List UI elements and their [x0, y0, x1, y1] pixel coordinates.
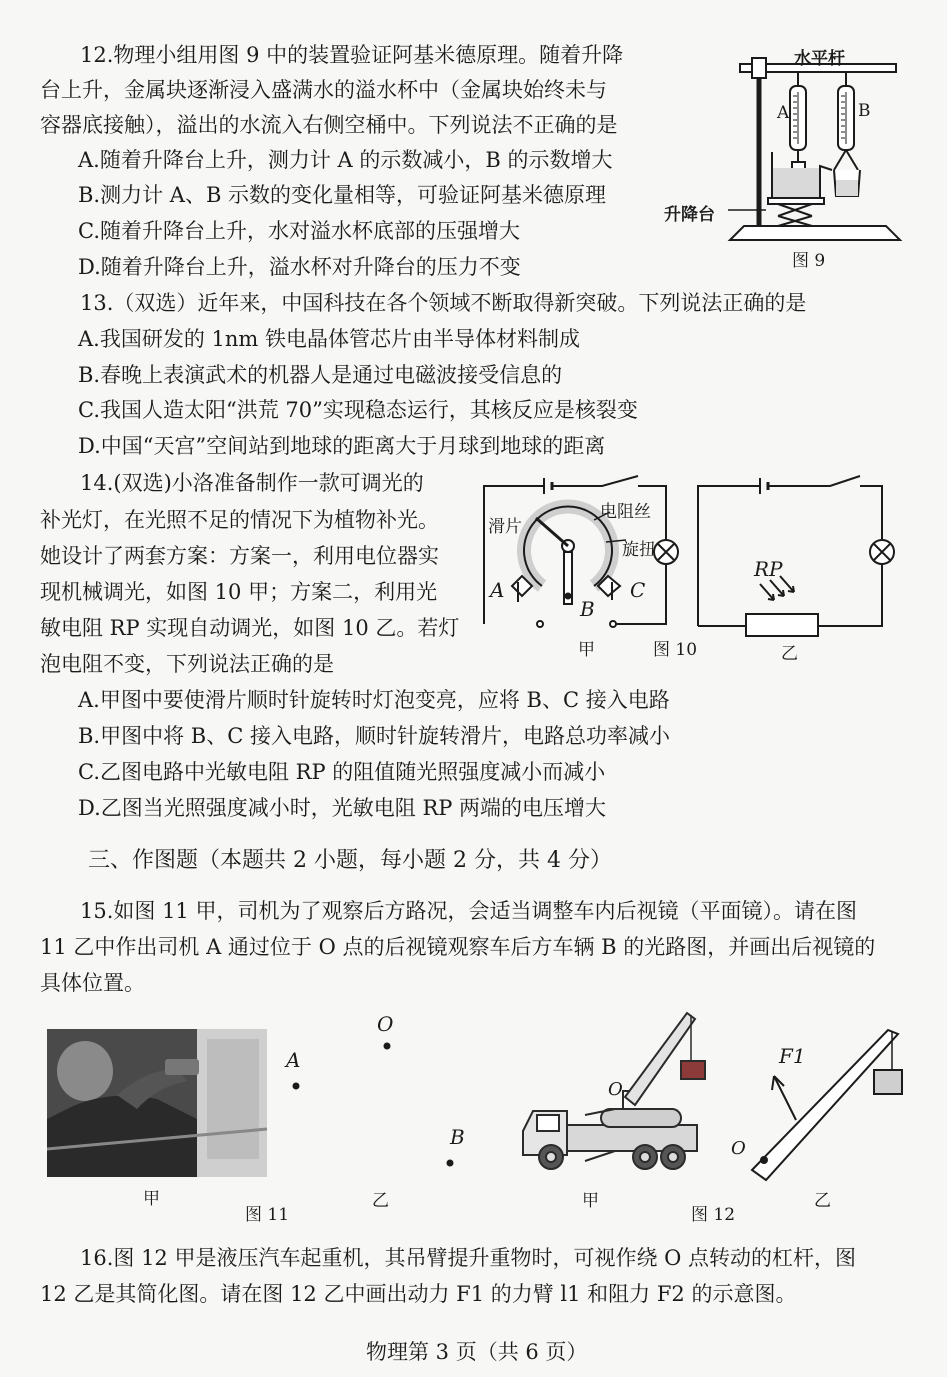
q13-option-b: B.春晚上表演武术的机器人是通过电磁波接受信息的: [78, 363, 563, 387]
fig12-caption: 图 12: [691, 1205, 736, 1225]
fig11-b-label: B: [450, 1125, 465, 1149]
fig12-jia-label: 甲: [582, 1191, 599, 1211]
q14-option-c: C.乙图电路中光敏电阻 RP 的阻值随光照强度减小而减小: [78, 760, 606, 784]
fig10-jia-label: 甲: [578, 640, 595, 660]
fig10-terminal-b: B: [580, 597, 595, 621]
fig9-scale-b-label: B: [858, 101, 871, 121]
q14-stem-line5: 敏电阻 RP 实现自动调光，如图 10 乙。若灯: [40, 616, 460, 640]
q12-option-c: C.随着升降台上升，水对溢水杯底部的压强增大: [78, 219, 520, 243]
q16-line1: 16.图 12 甲是液压汽车起重机，其吊臂提升重物时，可视作绕 O 点转动的杠杆，图: [80, 1246, 857, 1270]
fig9-caption: 图 9: [792, 251, 826, 271]
fig11-caption: 图 11: [245, 1205, 290, 1225]
page-footer: 物理第 3 页（共 6 页）: [366, 1340, 588, 1364]
q13-option-a: A.我国研发的 1nm 铁电晶体管芯片由半导体材料制成: [78, 327, 580, 351]
fig10-terminal-c: C: [630, 578, 646, 602]
q14-option-b: B.甲图中将 B、C 接入电路，顺时针旋转滑片，电路总功率减小: [78, 724, 670, 748]
fig12-yi-o-label: O: [731, 1138, 746, 1159]
fig9-bar-label: 水平杆: [794, 49, 845, 69]
fig11-yi-label: 乙: [372, 1191, 389, 1211]
q14-stem-line4: 现机械调光，如图 10 甲；方案二，利用光: [40, 580, 438, 604]
fig10-knob-label: 旋扭: [622, 540, 656, 560]
q15-line1: 15.如图 11 甲，司机为了观察后方路况，会适当调整车内后视镜（平面镜）。请在图: [80, 899, 857, 923]
fig12-f1-label: F1: [779, 1044, 806, 1068]
q12-option-a: A.随着升降台上升，测力计 A 的示数减小，B 的示数增大: [78, 148, 613, 172]
q14-stem-line6: 泡电阻不变，下列说法正确的是: [40, 652, 334, 676]
q13-stem: 13.（双选）近年来，中国科技在各个领域不断取得新突破。下列说法正确的是: [80, 291, 807, 315]
q14-stem-line3: 她设计了两套方案：方案一，利用电位器实: [40, 544, 439, 568]
q14-option-a: A.甲图中要使滑片顺时针旋转时灯泡变亮，应将 B、C 接入电路: [78, 688, 670, 712]
fig11-jia-label: 甲: [143, 1189, 160, 1209]
fig10-rp-label: RP: [754, 557, 783, 581]
fig12-lever-diagram: [740, 1020, 920, 1180]
q12-stem-line1: 12.物理小组用图 9 中的装置验证阿基米德原理。随着升降: [80, 43, 624, 67]
fig9-scale-a-label: A: [777, 103, 790, 123]
q15-line2: 11 乙中作出司机 A 通过位于 O 点的后视镜观察车后方车辆 B 的光路图，并画出后视镜的: [40, 935, 876, 959]
point-b: [447, 1160, 454, 1167]
fig11-a-label: A: [286, 1048, 301, 1072]
fig12-jia-o-label: O: [608, 1079, 623, 1100]
fig9-platform-label: 升降台: [664, 205, 715, 225]
q14-stem-line2: 补光灯，在光照不足的情况下为植物补光。: [40, 508, 439, 532]
fig10-terminal-a: A: [490, 578, 505, 602]
q12-option-d: D.随着升降台上升，溢水杯对升降台的压力不变: [78, 255, 521, 279]
fig12-yi-label: 乙: [814, 1191, 831, 1211]
q13-option-d: D.中国“天宫”空间站到地球的距离大于月球到地球的距离: [78, 434, 606, 458]
q14-option-d: D.乙图当光照强度减小时，光敏电阻 RP 两端的电压增大: [78, 796, 607, 820]
fig10-slider-label: 滑片: [488, 517, 522, 537]
q13-option-c: C.我国人造太阳“洪荒 70”实现稳态运行，其核反应是核裂变: [78, 398, 638, 422]
fig10-yi-label: 乙: [781, 644, 798, 664]
point-a: [293, 1083, 300, 1090]
q12-stem-line2: 台上升，金属块逐渐浸入盛满水的溢水杯中（金属块始终未与: [40, 78, 607, 102]
point-o: [384, 1043, 391, 1050]
fig10-wire-label: 电阻丝: [600, 502, 651, 522]
q14-stem-line1: 14.(双选)小洛准备制作一款可调光的: [80, 471, 424, 495]
q16-line2: 12 乙是其简化图。请在图 12 乙中画出动力 F1 的力臂 l1 和阻力 F2 的示意图。: [40, 1282, 797, 1306]
q12-stem-line3: 容器底接触），溢出的水流入右侧空桶中。下列说法不正确的是: [40, 113, 618, 137]
q15-line3: 具体位置。: [40, 971, 145, 995]
fig11-o-label: O: [377, 1012, 394, 1036]
section-3-heading: 三、作图题（本题共 2 小题，每小题 2 分，共 4 分）: [88, 848, 612, 873]
fig10-caption: 图 10: [653, 640, 698, 660]
q12-option-b: B.测力计 A、B 示数的变化量相等，可验证阿基米德原理: [78, 183, 607, 207]
